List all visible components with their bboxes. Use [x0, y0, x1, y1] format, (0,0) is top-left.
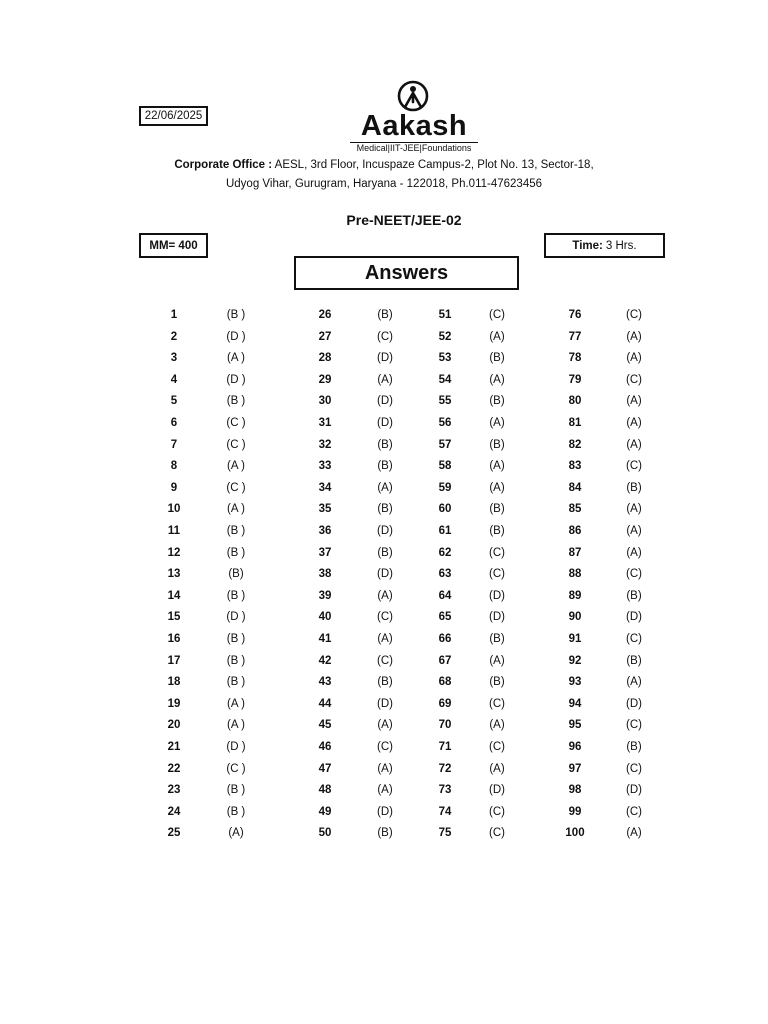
answer-option: (B )	[226, 633, 246, 645]
answer-option: (C)	[377, 655, 393, 667]
question-number: 22	[167, 763, 181, 775]
question-number: 43	[318, 676, 332, 688]
answer-option: (B)	[626, 482, 642, 494]
answer-option: (A)	[489, 719, 505, 731]
question-number: 49	[318, 806, 332, 818]
office-address-line-1	[0, 159, 768, 171]
question-number: 41	[318, 633, 332, 645]
answer-option: (A)	[626, 395, 642, 407]
question-number: 52	[438, 331, 452, 343]
answer-option: (B )	[226, 806, 246, 818]
answer-option: (B)	[489, 439, 505, 451]
question-number: 19	[167, 698, 181, 710]
question-number: 66	[438, 633, 452, 645]
answer-option: (D)	[377, 806, 393, 818]
question-number: 50	[318, 827, 332, 839]
time-label: Time:	[572, 239, 603, 252]
answer-option: (B)	[489, 503, 505, 515]
question-number: 72	[438, 763, 452, 775]
answer-option: (B)	[489, 633, 505, 645]
question-number: 35	[318, 503, 332, 515]
question-number: 75	[438, 827, 452, 839]
question-number: 36	[318, 525, 332, 537]
answer-option: (A)	[626, 547, 642, 559]
question-number: 84	[568, 482, 582, 494]
date-box: 22/06/2025	[139, 106, 208, 126]
answer-option: (B)	[377, 503, 393, 515]
answer-option: (A)	[489, 417, 505, 429]
answer-option: (C)	[626, 460, 642, 472]
question-number: 44	[318, 698, 332, 710]
answer-option: (C)	[377, 741, 393, 753]
answer-option: (A)	[626, 331, 642, 343]
answer-option: (D)	[626, 611, 642, 623]
question-number: 9	[170, 482, 178, 494]
logo-tagline: Medical|IIT-JEE|Foundations	[356, 143, 472, 153]
answer-option: (C)	[626, 568, 642, 580]
question-number: 20	[167, 719, 181, 731]
question-number: 73	[438, 784, 452, 796]
answer-option: (B)	[626, 655, 642, 667]
answer-option: (A)	[228, 827, 244, 839]
question-number: 94	[568, 698, 582, 710]
answer-option: (D)	[489, 611, 505, 623]
question-number: 5	[170, 395, 178, 407]
question-number: 67	[438, 655, 452, 667]
answer-option: (C)	[489, 827, 505, 839]
answer-option: (C)	[626, 374, 642, 386]
question-number: 95	[568, 719, 582, 731]
answer-option: (A)	[489, 460, 505, 472]
question-number: 48	[318, 784, 332, 796]
answer-option: (D)	[377, 417, 393, 429]
question-number: 59	[438, 482, 452, 494]
question-number: 1	[170, 309, 178, 321]
question-number: 58	[438, 460, 452, 472]
answer-option: (C )	[226, 763, 246, 775]
max-marks-box: MM= 400	[139, 233, 208, 258]
answer-option: (B)	[377, 309, 393, 321]
question-number: 64	[438, 590, 452, 602]
answer-option: (C)	[626, 719, 642, 731]
answer-option: (C)	[489, 698, 505, 710]
question-number: 77	[568, 331, 582, 343]
question-number: 2	[170, 331, 178, 343]
aakash-logo	[344, 80, 484, 156]
question-number: 87	[568, 547, 582, 559]
answer-option: (C)	[489, 309, 505, 321]
question-number: 14	[167, 590, 181, 602]
answer-option: (D)	[489, 784, 505, 796]
answer-option: (B)	[377, 547, 393, 559]
answer-option: (B)	[377, 676, 393, 688]
answer-option: (D )	[226, 611, 246, 623]
question-number: 46	[318, 741, 332, 753]
answer-option: (A)	[489, 655, 505, 667]
question-number: 65	[438, 611, 452, 623]
question-number: 8	[170, 460, 178, 472]
answer-option: (B )	[226, 784, 246, 796]
answer-option: (C)	[626, 309, 642, 321]
answer-option: (B )	[226, 676, 246, 688]
time-box	[544, 233, 665, 258]
answer-option: (A )	[227, 352, 245, 364]
office-address-text: AESL, 3rd Floor, Incuspaze Campus-2, Plot No. 13, Sector-18,	[274, 159, 594, 171]
question-number: 54	[438, 374, 452, 386]
question-number: 16	[167, 633, 181, 645]
answer-option: (C)	[626, 763, 642, 775]
answer-option: (D)	[377, 395, 393, 407]
answer-option: (A)	[377, 784, 393, 796]
question-number: 100	[565, 827, 585, 839]
answer-option: (D)	[489, 590, 505, 602]
aakash-emblem-icon	[397, 80, 429, 112]
answer-option: (A)	[377, 719, 393, 731]
question-number: 7	[170, 439, 178, 451]
question-number: 96	[568, 741, 582, 753]
answer-option: (A )	[227, 460, 245, 472]
answer-option: (B)	[626, 741, 642, 753]
question-number: 27	[318, 331, 332, 343]
question-number: 18	[167, 676, 181, 688]
question-number: 76	[568, 309, 582, 321]
answer-option: (B)	[489, 352, 505, 364]
answer-option: (B)	[377, 827, 393, 839]
answer-option: (C)	[489, 741, 505, 753]
logo-brand-name: Aakash	[360, 110, 468, 142]
answer-option: (B )	[226, 655, 246, 667]
answer-option: (A)	[489, 763, 505, 775]
answer-option: (D )	[226, 741, 246, 753]
answer-option: (A)	[377, 633, 393, 645]
question-number: 91	[568, 633, 582, 645]
time-value: 3 Hrs.	[605, 239, 637, 252]
answer-option: (B)	[228, 568, 244, 580]
question-number: 13	[167, 568, 181, 580]
answer-option: (C)	[626, 806, 642, 818]
answer-option: (B )	[226, 309, 246, 321]
question-number: 99	[568, 806, 582, 818]
question-number: 28	[318, 352, 332, 364]
answer-option: (D)	[626, 784, 642, 796]
question-number: 83	[568, 460, 582, 472]
question-number: 24	[167, 806, 181, 818]
answer-option: (A)	[626, 525, 642, 537]
question-number: 26	[318, 309, 332, 321]
question-number: 34	[318, 482, 332, 494]
answer-option: (A)	[377, 374, 393, 386]
answer-option: (D )	[226, 331, 246, 343]
answer-option: (A)	[626, 827, 642, 839]
answer-option: (B)	[377, 460, 393, 472]
office-label: Corporate Office :	[174, 159, 273, 171]
answer-option: (A)	[377, 590, 393, 602]
question-number: 79	[568, 374, 582, 386]
question-number: 97	[568, 763, 582, 775]
answer-option: (A)	[489, 482, 505, 494]
answer-option: (B)	[489, 395, 505, 407]
answer-option: (A)	[626, 503, 642, 515]
question-number: 53	[438, 352, 452, 364]
answer-option: (D)	[377, 525, 393, 537]
question-number: 85	[568, 503, 582, 515]
question-number: 11	[167, 525, 181, 537]
question-number: 62	[438, 547, 452, 559]
question-number: 88	[568, 568, 582, 580]
question-number: 80	[568, 395, 582, 407]
question-number: 61	[438, 525, 452, 537]
question-number: 45	[318, 719, 332, 731]
question-number: 81	[568, 417, 582, 429]
question-number: 92	[568, 655, 582, 667]
answer-option: (A)	[626, 439, 642, 451]
question-number: 17	[167, 655, 181, 667]
question-number: 39	[318, 590, 332, 602]
answer-option: (A)	[377, 763, 393, 775]
answers-title: Answers	[294, 256, 519, 290]
answer-option: (B )	[226, 525, 246, 537]
question-number: 70	[438, 719, 452, 731]
question-number: 30	[318, 395, 332, 407]
question-number: 32	[318, 439, 332, 451]
question-number: 6	[170, 417, 178, 429]
question-number: 3	[170, 352, 178, 364]
question-number: 78	[568, 352, 582, 364]
answer-option: (B)	[489, 676, 505, 688]
question-number: 60	[438, 503, 452, 515]
answer-option: (C)	[489, 547, 505, 559]
answer-option: (D)	[377, 698, 393, 710]
answer-option: (B )	[226, 547, 246, 559]
answer-option: (A)	[377, 482, 393, 494]
question-number: 90	[568, 611, 582, 623]
question-number: 37	[318, 547, 332, 559]
question-number: 74	[438, 806, 452, 818]
answer-option: (B)	[626, 590, 642, 602]
question-number: 51	[438, 309, 452, 321]
question-number: 4	[170, 374, 178, 386]
answer-option: (C )	[226, 417, 246, 429]
question-number: 86	[568, 525, 582, 537]
answer-option: (B )	[226, 395, 246, 407]
question-number: 93	[568, 676, 582, 688]
question-number: 68	[438, 676, 452, 688]
question-number: 33	[318, 460, 332, 472]
answer-option: (A )	[227, 698, 245, 710]
answer-option: (C)	[377, 611, 393, 623]
question-number: 55	[438, 395, 452, 407]
question-number: 38	[318, 568, 332, 580]
question-number: 69	[438, 698, 452, 710]
answer-option: (A)	[626, 417, 642, 429]
answer-option: (C)	[626, 633, 642, 645]
question-number: 31	[318, 417, 332, 429]
question-number: 47	[318, 763, 332, 775]
answer-option: (B )	[226, 590, 246, 602]
answer-option: (C )	[226, 482, 246, 494]
question-number: 82	[568, 439, 582, 451]
answer-option: (A)	[626, 352, 642, 364]
answer-option: (C )	[226, 439, 246, 451]
answer-option: (C)	[489, 806, 505, 818]
question-number: 42	[318, 655, 332, 667]
office-address-line-2: Udyog Vihar, Gurugram, Haryana - 122018, Ph.011-47623456	[225, 178, 543, 190]
answer-option: (A )	[227, 503, 245, 515]
question-number: 63	[438, 568, 452, 580]
question-number: 25	[167, 827, 181, 839]
answer-option: (C)	[377, 331, 393, 343]
answer-option: (C)	[489, 568, 505, 580]
question-number: 21	[167, 741, 181, 753]
answer-option: (B)	[377, 439, 393, 451]
question-number: 10	[167, 503, 181, 515]
answer-option: (A)	[489, 374, 505, 386]
answer-option: (D)	[377, 352, 393, 364]
question-number: 89	[568, 590, 582, 602]
paper-code: Pre-NEET/JEE-02	[346, 212, 462, 228]
question-number: 71	[438, 741, 452, 753]
question-number: 40	[318, 611, 332, 623]
question-number: 12	[167, 547, 181, 559]
question-number: 56	[438, 417, 452, 429]
answer-option: (D)	[377, 568, 393, 580]
answer-option: (B)	[489, 525, 505, 537]
answer-option: (A)	[626, 676, 642, 688]
question-number: 23	[167, 784, 181, 796]
answer-option: (D)	[626, 698, 642, 710]
question-number: 57	[438, 439, 452, 451]
question-number: 15	[167, 611, 181, 623]
answer-option: (D )	[226, 374, 246, 386]
question-number: 98	[568, 784, 582, 796]
answer-option: (A)	[489, 331, 505, 343]
answer-option: (A )	[227, 719, 245, 731]
question-number: 29	[318, 374, 332, 386]
